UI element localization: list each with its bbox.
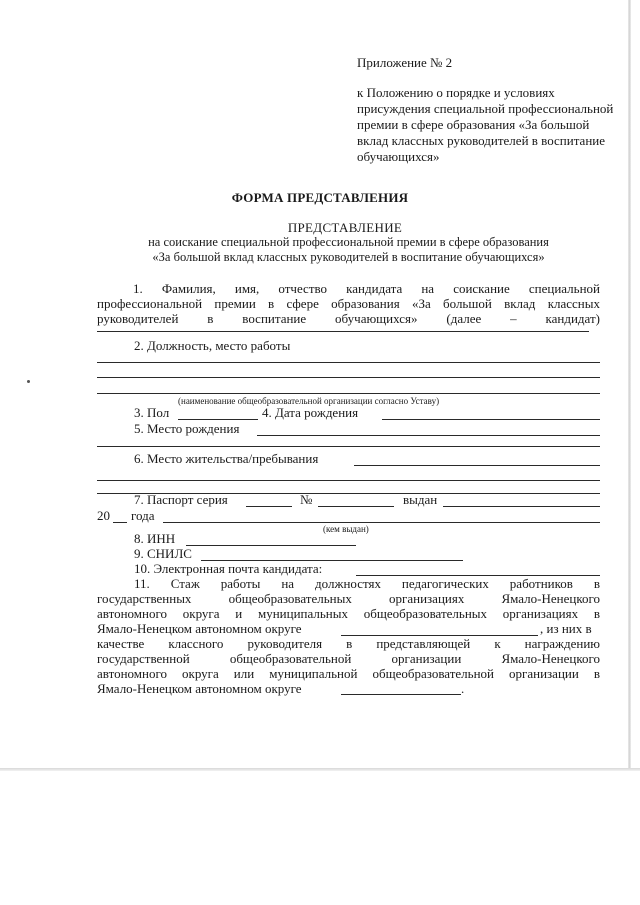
item2-caption: (наименование общеобразовательной организации согласно Уставу) bbox=[178, 396, 440, 406]
item10-label: 10. Электронная почта кандидата: bbox=[134, 561, 323, 576]
item6-fill-line-1[interactable] bbox=[354, 465, 600, 466]
item2-fill-line-2[interactable] bbox=[97, 377, 600, 378]
inn-fill-line[interactable] bbox=[186, 545, 356, 546]
item6-fill-line-2[interactable] bbox=[97, 480, 600, 481]
item11-line5: качестве классного руководителя в представляющей к награждению bbox=[97, 636, 600, 651]
item5-fill-line-2[interactable] bbox=[97, 446, 600, 447]
item11-line4-end: , из них в bbox=[540, 621, 592, 636]
item5-fill-line-1[interactable] bbox=[257, 435, 600, 436]
scan-speck bbox=[27, 380, 30, 383]
form-title: ФОРМА ПРЕДСТАВЛЕНИЯ bbox=[231, 190, 409, 205]
passport-issued-date-line[interactable] bbox=[443, 506, 600, 507]
item11-line7: автономного округа или муниципальной общеобразовательной организации в bbox=[97, 666, 600, 681]
item1-fill-line[interactable] bbox=[97, 331, 589, 332]
page-edge-right bbox=[628, 0, 631, 770]
item1-line3: руководителей в воспитание обучающихся» (далее – кандидат) bbox=[97, 311, 600, 326]
item11-line4-start: Ямало-Ненецком автономном округе bbox=[97, 621, 302, 636]
class-teacher-experience-line[interactable] bbox=[341, 694, 461, 695]
blank-area bbox=[0, 772, 640, 905]
representation-subtitle-line1: на соискание специальной профессиональной премии в сфере образования bbox=[148, 235, 549, 249]
passport-issuer-line[interactable] bbox=[163, 522, 600, 523]
passport-number-line[interactable] bbox=[318, 506, 394, 507]
passport-year-line[interactable] bbox=[113, 522, 127, 523]
item11-line6: государственной общеобразовательной организации Ямало-Ненецкого bbox=[97, 651, 600, 666]
item2-fill-line-1[interactable] bbox=[97, 362, 600, 363]
item9-label: 9. СНИЛС bbox=[134, 546, 192, 561]
item11-line1: 11. Стаж работы на должностях педагогических работников в bbox=[134, 576, 600, 591]
item11-line2: государственных общеобразовательных организациях Ямало-Ненецкого bbox=[97, 591, 600, 606]
item3-fill-line[interactable] bbox=[178, 419, 258, 420]
item4-label: 4. Дата рождения bbox=[262, 405, 359, 420]
item11-line8-end: . bbox=[461, 681, 465, 696]
passport-number-label: № bbox=[300, 492, 313, 507]
item7-caption: (кем выдан) bbox=[323, 524, 369, 534]
item6-label: 6. Место жительства/пребывания bbox=[134, 451, 319, 466]
appendix-block bbox=[357, 55, 617, 165]
passport-issued-label: выдан bbox=[403, 492, 438, 507]
item4-fill-line[interactable] bbox=[382, 419, 600, 420]
item11-line3: автономного округа и муниципальных общеобразовательных организациях в bbox=[97, 606, 600, 621]
item11-line8-start: Ямало-Ненецком автономном округе bbox=[97, 681, 302, 696]
passport-series-line[interactable] bbox=[246, 506, 292, 507]
passport-year-prefix: 20 bbox=[97, 508, 110, 523]
item2-label: 2. Должность, место работы bbox=[134, 338, 291, 353]
item1-line1: 1. Фамилия, имя, отчество кандидата на соискание специальной bbox=[133, 281, 600, 296]
representation-title: ПРЕДСТАВЛЕНИЕ bbox=[287, 220, 403, 235]
passport-year-label: года bbox=[131, 508, 155, 523]
item3-label: 3. Пол bbox=[134, 405, 170, 420]
representation-subtitle-line2: «За большой вклад классных руководителей в воспитание обучающихся» bbox=[152, 250, 545, 264]
item8-label: 8. ИНН bbox=[134, 531, 176, 546]
item1-line2: профессиональной премии в сфере образования «За большой вклад классных bbox=[97, 296, 600, 311]
appendix-title: Приложение № 2 bbox=[357, 55, 453, 70]
item7-label: 7. Паспорт серия bbox=[134, 492, 228, 507]
page-edge-bottom bbox=[0, 768, 640, 771]
item2-fill-line-3[interactable] bbox=[97, 393, 600, 394]
appendix-body: к Положению о порядке и условиях присуждения специальной профессиональной премии в сфере образования «За большой вклад классных руководителей в воспитание обучающихся» bbox=[357, 85, 614, 164]
item5-label: 5. Место рождения bbox=[134, 421, 240, 436]
